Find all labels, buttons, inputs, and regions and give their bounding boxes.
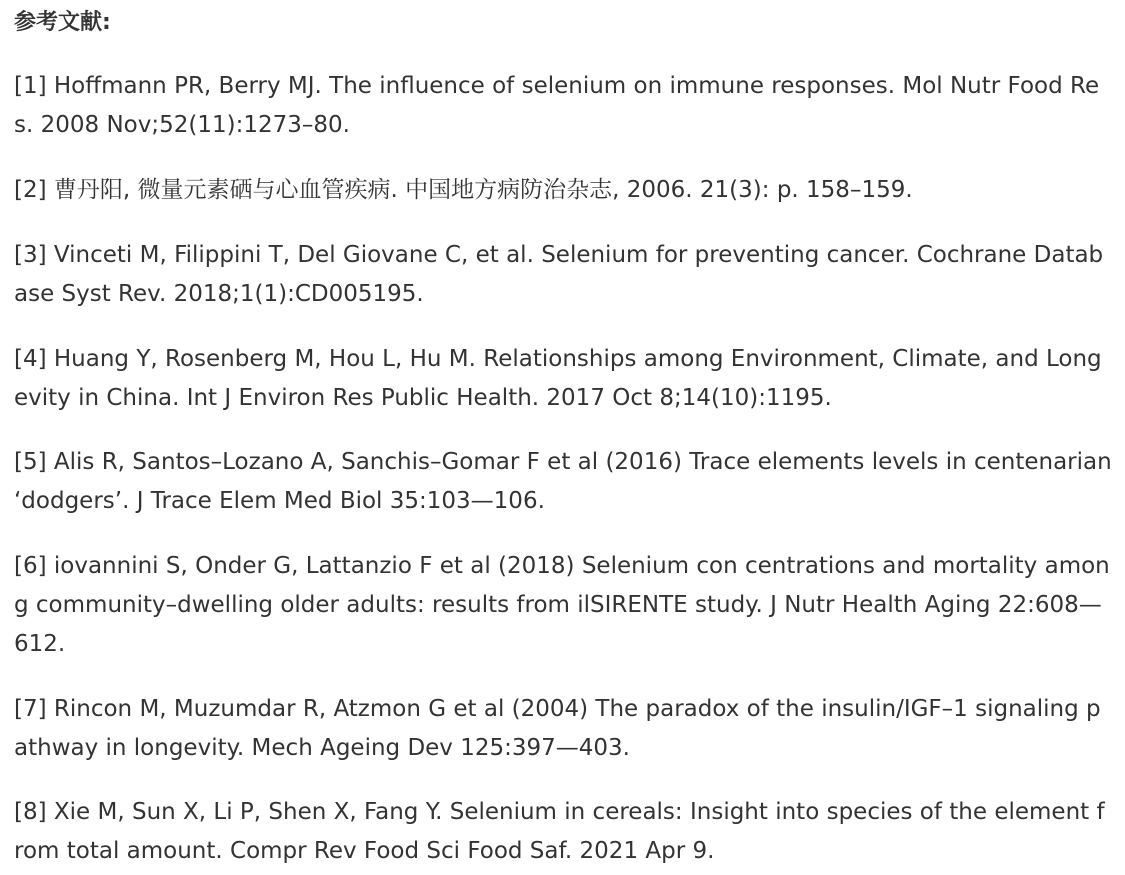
- reference-item: [7] Rincon M, Muzumdar R, Atzmon G et al (2004) The paradox of the insulin/IGF–1 signaling pathway in longevity. Mech Ageing Dev 125:397—403.: [14, 696, 1101, 761]
- reference-item: [1] Hoffmann PR, Berry MJ. The influence of selenium on immune responses. Mol Nutr Food Res. 2008 Nov;52(11):1273–80.: [14, 73, 1100, 138]
- reference-item: [5] Alis R, Santos–Lozano A, Sanchis–Gomar F et al (2016) Trace elements levels in centenarian ‘dodgers’. J Trace Elem Med Biol 35:103—106.: [14, 449, 1112, 514]
- reference-item: [6] iovannini S, Onder G, Lattanzio F et al (2018) Selenium con centrations and mortality among community–dwelling older adults: results from ilSIRENTE study. J Nutr Health Aging 22:608—612.: [14, 553, 1110, 657]
- references-heading: 参考文献:: [14, 10, 111, 35]
- reference-item: [4] Huang Y, Rosenberg M, Hou L, Hu M. Relationships among Environment, Climate, and Longevity in China. Int J Environ Res Public Health. 2017 Oct 8;14(10):1195.: [14, 346, 1102, 411]
- reference-item: [3] Vinceti M, Filippini T, Del Giovane C, et al. Selenium for preventing cancer. Cochrane Database Syst Rev. 2018;1(1):CD005195.: [14, 242, 1104, 307]
- reference-item: [2] 曹丹阳, 微量元素硒与心血管疾病. 中国地方病防治杂志, 2006. 21(3): p. 158–159.: [14, 177, 913, 203]
- reference-item: [8] Xie M, Sun X, Li P, Shen X, Fang Y. Selenium in cereals: Insight into species of the element from total amount. Compr Rev Food Sci Food Saf. 2021 Apr 9.: [14, 799, 1105, 864]
